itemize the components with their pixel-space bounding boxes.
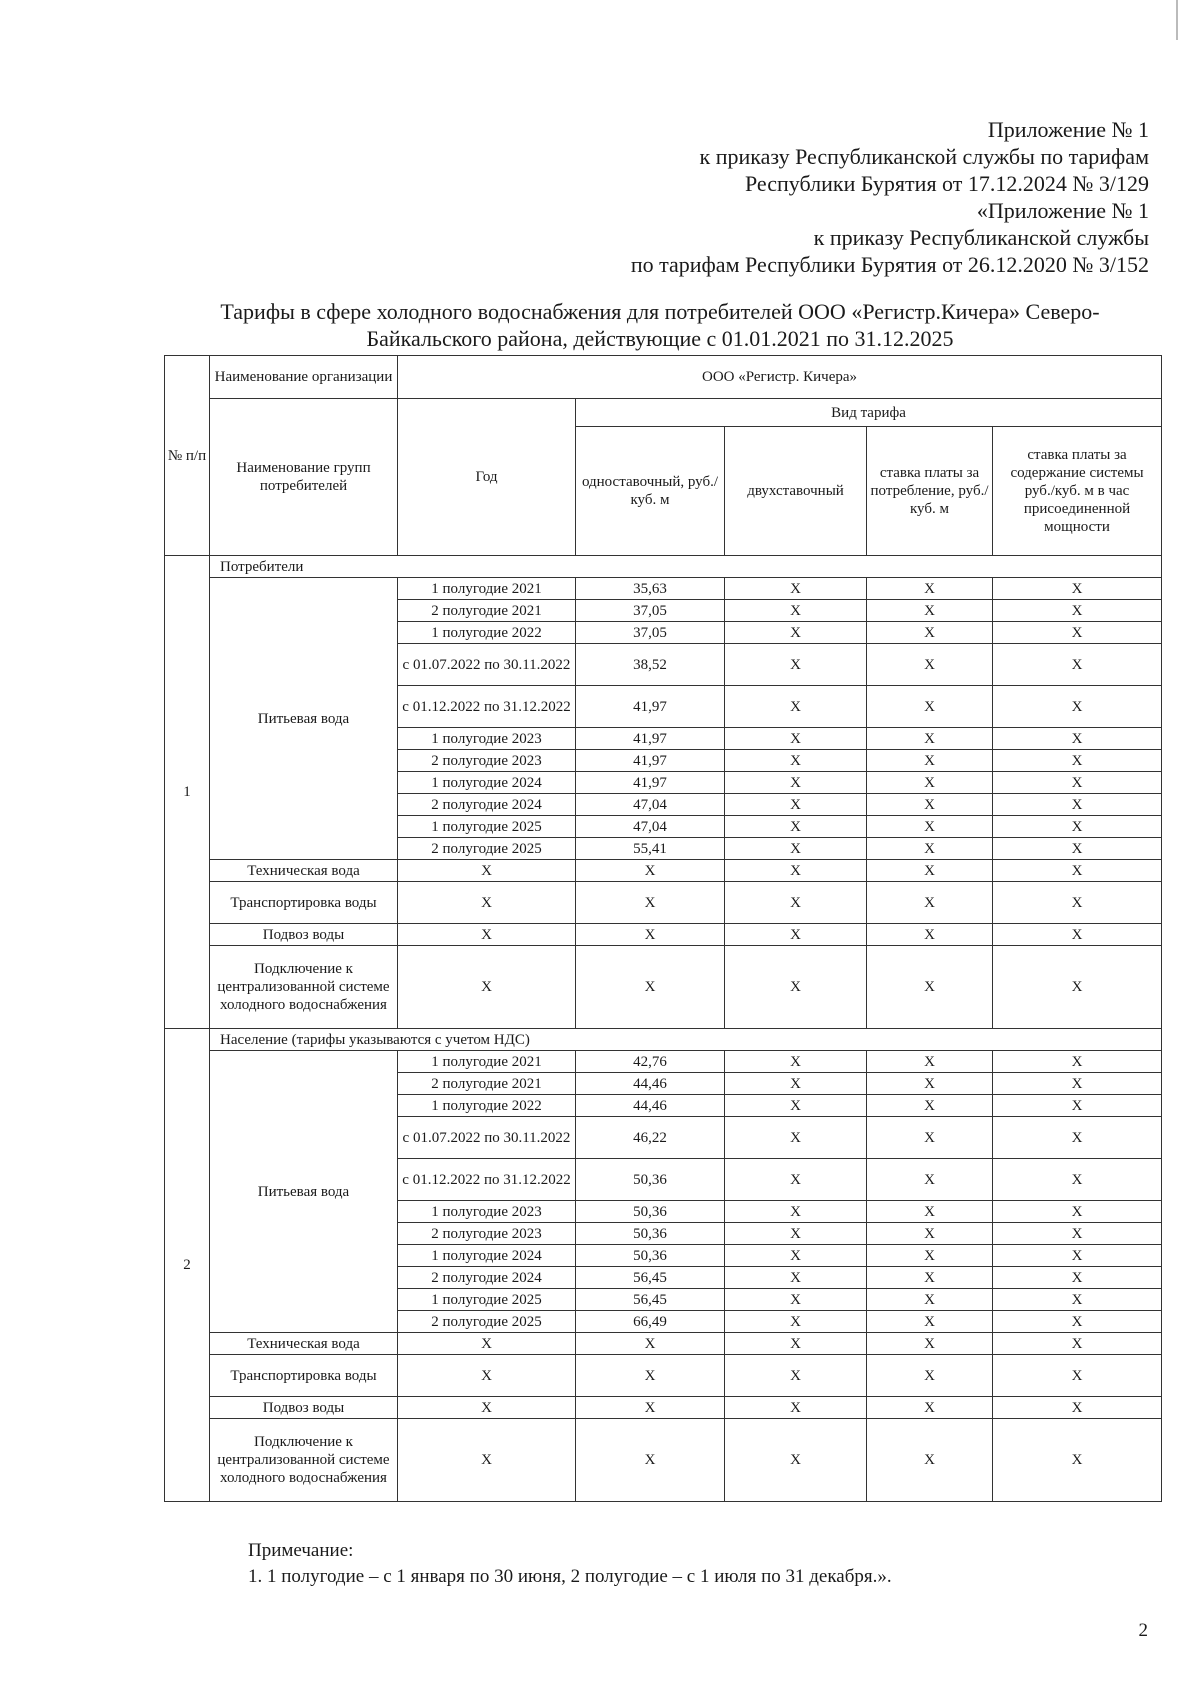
period: 2 полугодие 2023 (398, 750, 576, 772)
not-applicable: Х (725, 924, 867, 946)
not-applicable: Х (867, 1419, 993, 1502)
period: 2 полугодие 2021 (398, 1073, 576, 1095)
tariff-value: 50,36 (576, 1223, 725, 1245)
header-single-rate: одноставочный, руб./ куб. м (576, 427, 725, 556)
not-applicable: Х (398, 924, 576, 946)
tariff-value: 55,41 (576, 838, 725, 860)
table-row (165, 1051, 1162, 1073)
not-applicable: Х (867, 578, 993, 600)
not-applicable: Х (725, 728, 867, 750)
not-applicable: Х (993, 1267, 1162, 1289)
period: 2 полугодие 2023 (398, 1223, 576, 1245)
tariff-value: 56,45 (576, 1289, 725, 1311)
not-applicable: Х (725, 794, 867, 816)
not-applicable: Х (725, 1201, 867, 1223)
tariff-value: 56,45 (576, 1267, 725, 1289)
consumer-type: Техническая вода (210, 1333, 398, 1355)
page-number: 2 (1138, 1620, 1148, 1641)
not-applicable: Х (867, 772, 993, 794)
tariff-value: 46,22 (576, 1117, 725, 1159)
not-applicable: Х (867, 1095, 993, 1117)
not-applicable: Х (725, 1333, 867, 1355)
tariff-value: 44,46 (576, 1095, 725, 1117)
appendix-header (449, 116, 1149, 278)
tariff-value: 37,05 (576, 622, 725, 644)
not-applicable: Х (398, 1397, 576, 1419)
tariff-value: 47,04 (576, 794, 725, 816)
not-applicable: Х (398, 1419, 576, 1502)
group-name: Потребители (210, 556, 1162, 578)
not-applicable: Х (867, 1355, 993, 1397)
not-applicable: Х (576, 882, 725, 924)
consumer-type: Питьевая вода (210, 1051, 398, 1333)
document-title (160, 298, 1160, 352)
not-applicable: Х (993, 1223, 1162, 1245)
not-applicable: Х (867, 1267, 993, 1289)
not-applicable: Х (993, 1117, 1162, 1159)
not-applicable: Х (867, 860, 993, 882)
not-applicable: Х (576, 1397, 725, 1419)
not-applicable: Х (993, 860, 1162, 882)
not-applicable: Х (993, 600, 1162, 622)
not-applicable: Х (867, 838, 993, 860)
not-applicable: Х (867, 622, 993, 644)
tariff-value: 41,97 (576, 750, 725, 772)
not-applicable: Х (725, 1267, 867, 1289)
header-line: к приказу Республиканской службы (813, 225, 1149, 250)
not-applicable: Х (725, 1289, 867, 1311)
not-applicable: Х (867, 1333, 993, 1355)
row-number: 1 (165, 556, 210, 1029)
tariff-value: 41,97 (576, 686, 725, 728)
period: 2 полугодие 2025 (398, 1311, 576, 1333)
not-applicable: Х (398, 860, 576, 882)
not-applicable: Х (993, 750, 1162, 772)
group-name: Население (тарифы указываются с учетом НДС) (210, 1029, 1162, 1051)
header-line: к приказу Республиканской службы по тарифам (699, 144, 1149, 169)
consumer-type: Питьевая вода (210, 578, 398, 860)
note-label: Примечание: (248, 1540, 354, 1561)
not-applicable: Х (993, 1051, 1162, 1073)
note-item: 1. 1 полугодие – с 1 января по 30 июня, 2 полугодие – с 1 июля по 31 декабря.». (248, 1566, 892, 1587)
not-applicable: Х (398, 882, 576, 924)
table-row (165, 1397, 1162, 1419)
tariff-value: 41,97 (576, 728, 725, 750)
row-number: 2 (165, 1029, 210, 1502)
consumer-type: Подключение к централизованной системе холодного водоснабжения (210, 946, 398, 1029)
consumer-type: Транспортировка воды (210, 882, 398, 924)
not-applicable: Х (725, 1073, 867, 1095)
not-applicable: Х (867, 644, 993, 686)
not-applicable: Х (993, 946, 1162, 1029)
not-applicable: Х (867, 1289, 993, 1311)
not-applicable: Х (725, 1419, 867, 1502)
header-groups: Наименование групп потребителей (210, 399, 398, 556)
period: 1 полугодие 2022 (398, 1095, 576, 1117)
not-applicable: Х (576, 924, 725, 946)
not-applicable: Х (993, 1355, 1162, 1397)
not-applicable: Х (725, 1397, 867, 1419)
period: с 01.07.2022 по 30.11.2022 (398, 1117, 576, 1159)
not-applicable: Х (725, 578, 867, 600)
consumer-type: Транспортировка воды (210, 1355, 398, 1397)
not-applicable: Х (725, 1117, 867, 1159)
not-applicable: Х (993, 924, 1162, 946)
not-applicable: Х (725, 686, 867, 728)
period: с 01.07.2022 по 30.11.2022 (398, 644, 576, 686)
table-row (165, 924, 1162, 946)
tariff-value: 66,49 (576, 1311, 725, 1333)
not-applicable: Х (867, 794, 993, 816)
not-applicable: Х (725, 946, 867, 1029)
header-line: по тарифам Республики Бурятия от 26.12.2020 № 3/152 (630, 252, 1149, 277)
not-applicable: Х (867, 600, 993, 622)
not-applicable: Х (993, 1333, 1162, 1355)
not-applicable: Х (576, 860, 725, 882)
not-applicable: Х (867, 728, 993, 750)
period: 2 полугодие 2025 (398, 838, 576, 860)
period: 1 полугодие 2023 (398, 1201, 576, 1223)
not-applicable: Х (867, 946, 993, 1029)
period: 1 полугодие 2025 (398, 1289, 576, 1311)
table-row (165, 882, 1162, 924)
not-applicable: Х (725, 622, 867, 644)
consumer-type: Подвоз воды (210, 924, 398, 946)
not-applicable: Х (725, 1051, 867, 1073)
not-applicable: Х (867, 924, 993, 946)
period: 1 полугодие 2024 (398, 1245, 576, 1267)
tariff-value: 47,04 (576, 816, 725, 838)
not-applicable: Х (725, 816, 867, 838)
not-applicable: Х (867, 1051, 993, 1073)
table-row (165, 556, 1162, 578)
not-applicable: Х (398, 1355, 576, 1397)
table-row (165, 1419, 1162, 1502)
not-applicable: Х (725, 750, 867, 772)
table-row (165, 1355, 1162, 1397)
not-applicable: Х (576, 1355, 725, 1397)
not-applicable: Х (725, 1245, 867, 1267)
not-applicable: Х (867, 1245, 993, 1267)
not-applicable: Х (867, 1201, 993, 1223)
not-applicable: Х (725, 1223, 867, 1245)
not-applicable: Х (993, 622, 1162, 644)
tariff-value: 42,76 (576, 1051, 725, 1073)
table-row (165, 1333, 1162, 1355)
tariff-value: 41,97 (576, 772, 725, 794)
not-applicable: Х (725, 838, 867, 860)
not-applicable: Х (725, 1355, 867, 1397)
not-applicable: Х (725, 644, 867, 686)
period: 1 полугодие 2022 (398, 622, 576, 644)
tariff-value: 38,52 (576, 644, 725, 686)
not-applicable: Х (867, 1311, 993, 1333)
table-row (165, 578, 1162, 600)
not-applicable: Х (725, 860, 867, 882)
not-applicable: Х (993, 686, 1162, 728)
period: 2 полугодие 2024 (398, 1267, 576, 1289)
not-applicable: Х (993, 1159, 1162, 1201)
title-line: Байкальского района, действующие с 01.01.2021 по 31.12.2025 (366, 326, 954, 351)
period: 1 полугодие 2021 (398, 578, 576, 600)
header-line: Республики Бурятия от 17.12.2024 № 3/129 (744, 171, 1149, 196)
period: 1 полугодие 2025 (398, 816, 576, 838)
header-consumption-rate: ставка платы за потребление, руб./ куб. м (867, 427, 993, 556)
not-applicable: Х (867, 1223, 993, 1245)
not-applicable: Х (993, 1311, 1162, 1333)
not-applicable: Х (867, 882, 993, 924)
not-applicable: Х (867, 1117, 993, 1159)
consumer-type: Техническая вода (210, 860, 398, 882)
header-org-name: ООО «Регистр. Кичера» (398, 356, 1162, 399)
not-applicable: Х (993, 1289, 1162, 1311)
table-row (165, 946, 1162, 1029)
not-applicable: Х (398, 946, 576, 1029)
not-applicable: Х (725, 1311, 867, 1333)
not-applicable: Х (993, 1419, 1162, 1502)
consumer-type: Подключение к централизованной системе холодного водоснабжения (210, 1419, 398, 1502)
tariff-table (164, 355, 1162, 1502)
not-applicable: Х (993, 578, 1162, 600)
tariff-value: 50,36 (576, 1201, 725, 1223)
header-org-label: Наименование организации (210, 356, 398, 399)
not-applicable: Х (993, 838, 1162, 860)
not-applicable: Х (576, 946, 725, 1029)
not-applicable: Х (993, 816, 1162, 838)
tariff-value: 37,05 (576, 600, 725, 622)
not-applicable: Х (867, 1159, 993, 1201)
consumer-type: Подвоз воды (210, 1397, 398, 1419)
header-two-rate: двухставочный (725, 427, 867, 556)
header-tariff-type: Вид тарифа (576, 399, 1162, 427)
not-applicable: Х (725, 1095, 867, 1117)
period: 1 полугодие 2023 (398, 728, 576, 750)
header-line: Приложение № 1 (987, 117, 1149, 142)
not-applicable: Х (993, 728, 1162, 750)
not-applicable: Х (993, 794, 1162, 816)
header-maintenance-rate: ставка платы за содержание системы руб./куб. м в час присоединенной мощности (993, 427, 1162, 556)
not-applicable: Х (993, 1073, 1162, 1095)
not-applicable: Х (725, 600, 867, 622)
not-applicable: Х (398, 1333, 576, 1355)
not-applicable: Х (993, 772, 1162, 794)
period: с 01.12.2022 по 31.12.2022 (398, 686, 576, 728)
period: с 01.12.2022 по 31.12.2022 (398, 1159, 576, 1201)
not-applicable: Х (867, 686, 993, 728)
not-applicable: Х (725, 882, 867, 924)
not-applicable: Х (867, 1073, 993, 1095)
table-row (165, 860, 1162, 882)
note (248, 1538, 892, 1590)
not-applicable: Х (576, 1333, 725, 1355)
period: 1 полугодие 2024 (398, 772, 576, 794)
header-line: «Приложение № 1 (976, 198, 1149, 223)
not-applicable: Х (993, 1095, 1162, 1117)
not-applicable: Х (993, 1201, 1162, 1223)
header-year: Год (398, 399, 576, 556)
not-applicable: Х (993, 644, 1162, 686)
tariff-value: 44,46 (576, 1073, 725, 1095)
tariff-value: 50,36 (576, 1159, 725, 1201)
not-applicable: Х (867, 750, 993, 772)
not-applicable: Х (867, 816, 993, 838)
period: 2 полугодие 2024 (398, 794, 576, 816)
tariff-value: 35,63 (576, 578, 725, 600)
not-applicable: Х (993, 1245, 1162, 1267)
period: 1 полугодие 2021 (398, 1051, 576, 1073)
title-line: Тарифы в сфере холодного водоснабжения для потребителей ООО «Регистр.Кичера» Северо- (220, 299, 1100, 324)
not-applicable: Х (993, 882, 1162, 924)
not-applicable: Х (867, 1397, 993, 1419)
scan-artifact (1176, 0, 1178, 40)
tariff-value: 50,36 (576, 1245, 725, 1267)
not-applicable: Х (725, 772, 867, 794)
not-applicable: Х (576, 1419, 725, 1502)
table-row (165, 1029, 1162, 1051)
header-num: № п/п (165, 356, 210, 556)
period: 2 полугодие 2021 (398, 600, 576, 622)
not-applicable: Х (725, 1159, 867, 1201)
not-applicable: Х (993, 1397, 1162, 1419)
